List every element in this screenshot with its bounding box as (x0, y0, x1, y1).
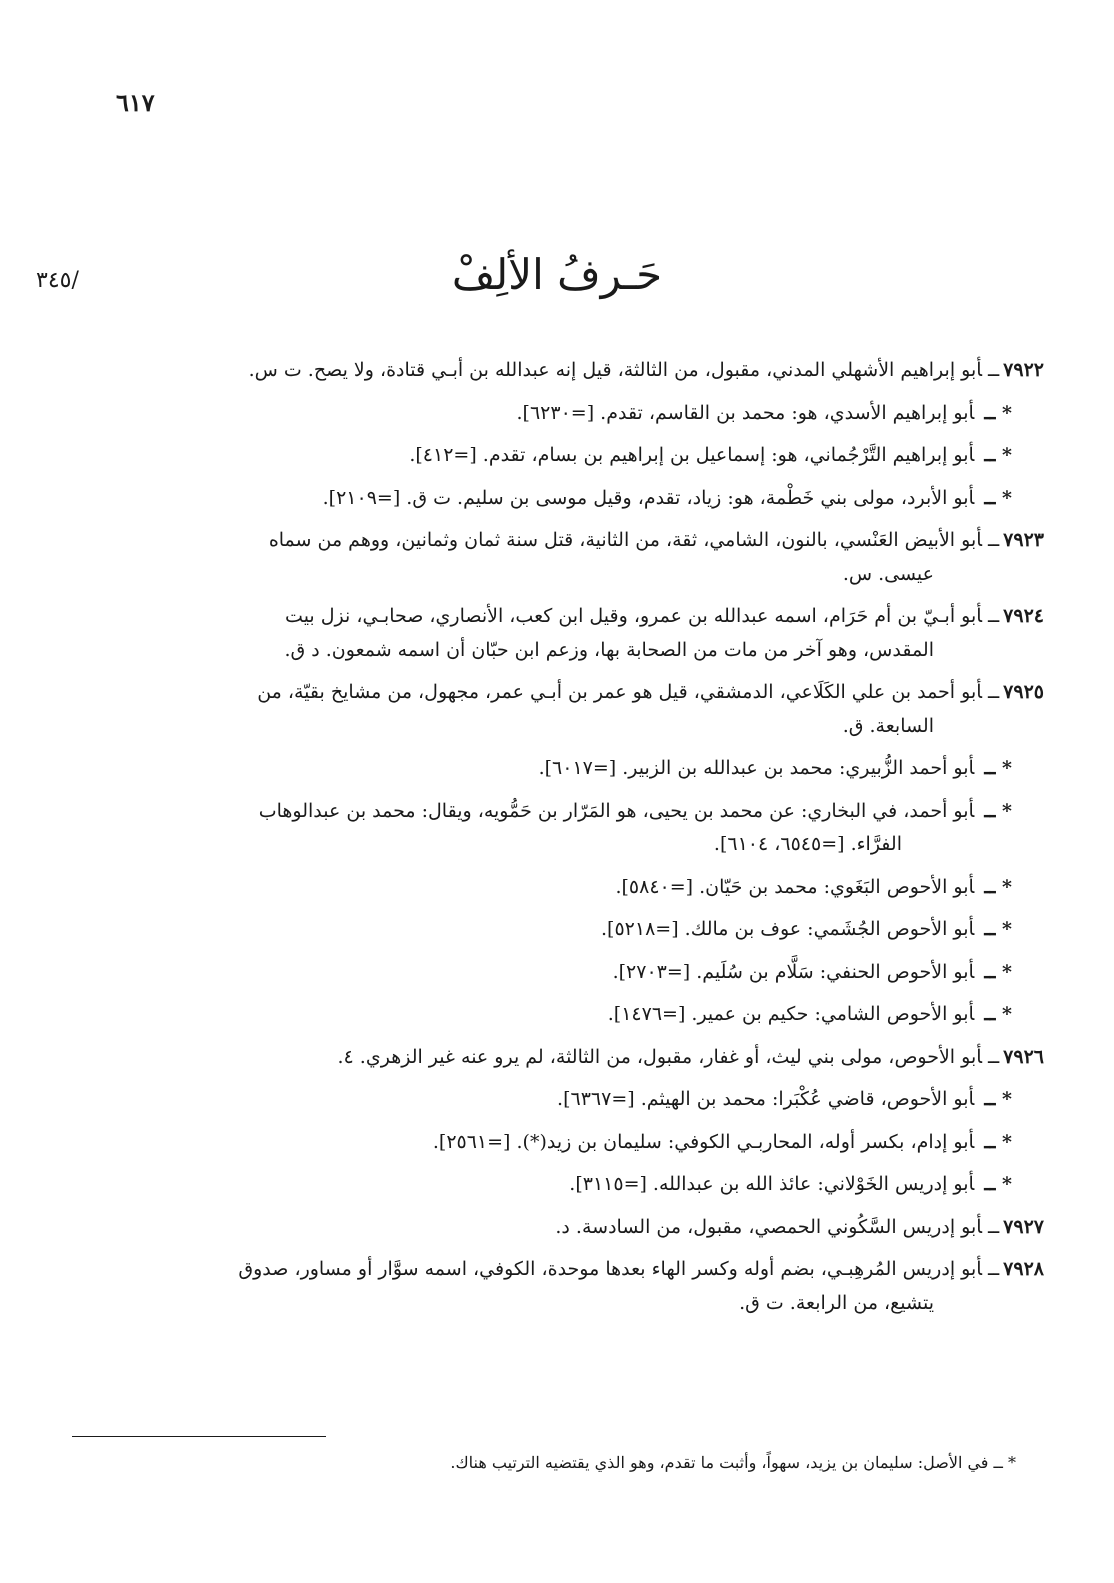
entries-list (104, 354, 1044, 1329)
page-number: ٦١٧ (116, 88, 155, 117)
entry-crossref (104, 1126, 1044, 1160)
entry-crossref (104, 1083, 1044, 1117)
asterisk-icon: * ــ (984, 401, 1012, 424)
asterisk-icon: * ــ (984, 1173, 1012, 1195)
entry-dash: ــ (988, 681, 1000, 703)
asterisk-icon: * ــ (984, 875, 1012, 898)
entry-main (104, 1041, 1044, 1075)
entry-text: أبو أحمد بن علي الكَلَاعي، الدمشقي، قيل هو عمر بن أبـي عمر، مجهول، من مشايخ بقيّة، من (257, 681, 983, 703)
chapter-title: حَـرفُ الألِفْ (451, 250, 663, 299)
entry-dash: ــ (988, 529, 1000, 551)
entry-text: أبو إدريس الخَوْلاني: عائذ الله بن عبدالله. [=٣١١٥]. (569, 1173, 975, 1195)
asterisk-icon: * ــ (984, 1130, 1012, 1153)
entry-number: ٧٩٢٦ (1003, 1045, 1044, 1068)
entry-text: أبو أحمد، في البخاري: عن محمد بن يحيى، هو المَرّار بن حَمُّويه، ويقال: محمد بن عبدالوهاب (258, 799, 975, 822)
entry-crossref (104, 397, 1044, 431)
entry-text: أبو الأحوص الشامي: حكيم بن عمير. [=١٤٧٦]. (607, 1003, 975, 1025)
entry-crossref (104, 871, 1044, 905)
entry-text: أبو أبـيّ بن أم حَرَام، اسمه عبدالله بن عمرو، وقيل ابن كعب، الأنصاري، صحابـي، نزل بيت (285, 605, 983, 627)
asterisk-icon: * ــ (984, 486, 1012, 509)
entry-text: أبو الأحوص الحنفي: سَلَّام بن سُلَيم. [=٢٧٠٣]. (612, 960, 975, 983)
entry-crossref (104, 439, 1044, 473)
entry-continuation: السابعة. ق. (842, 714, 934, 737)
entry-main (104, 524, 1044, 591)
entry-text: أبو إدريس المُرهِبـي، بضم أوله وكسر الهاء بعدها موحدة، الكوفي، اسمه سوَّار أو مساور، صدوق (238, 1258, 983, 1280)
entry-text: أبو إبراهيم التَّرْجُماني، هو: إسماعيل بن إبراهيم بن بسام، تقدم. [=٤١٢]. (409, 444, 975, 466)
entry-main (104, 600, 1044, 667)
entry-text: أبو الأحوص، قاضي عُكْبَرا: محمد بن الهيثم. [=٦٣٦٧]. (557, 1088, 975, 1110)
asterisk-icon: * ــ (984, 799, 1012, 822)
entry-crossref (104, 913, 1044, 947)
entry-crossref (104, 752, 1044, 786)
footnote: * ــ في الأصل: سليمان بن يزيد، سهواً، وأثبت ما تقدم، وهو الذي يقتضيه الترتيب هناك. (450, 1453, 1016, 1472)
entry-main (104, 676, 1044, 743)
entry-number: ٧٩٢٢ (1003, 359, 1044, 381)
entry-number: ٧٩٢٥ (1003, 681, 1044, 703)
entry-number: ٧٩٢٣ (1003, 529, 1044, 551)
entry-crossref (104, 482, 1044, 516)
entry-number: ٧٩٢٤ (1003, 605, 1044, 627)
entry-continuation: عيسى. س. (842, 562, 934, 585)
asterisk-icon: * ــ (984, 1003, 1012, 1025)
entry-continuation: المقدس، وهو آخر من مات من الصحابة بها، وزعم ابن حبّان أن اسمه شمعون. د ق. (284, 638, 934, 661)
asterisk-icon: * ــ (984, 757, 1012, 779)
entry-crossref (104, 1168, 1044, 1202)
entry-text: أبو أحمد الزُّبيري: محمد بن عبدالله بن الزبير. [=٦٠١٧]. (538, 757, 975, 779)
entry-dash: ــ (988, 1258, 1000, 1280)
entry-crossref (104, 956, 1044, 990)
entry-number: ٧٩٢٨ (1003, 1258, 1044, 1280)
entry-dash: ــ (988, 605, 1000, 627)
entry-dash: ــ (988, 1045, 1000, 1068)
asterisk-icon: * ــ (984, 444, 1012, 466)
entry-text: أبو إبراهيم الأسدي، هو: محمد بن القاسم، تقدم. [=٦٢٣٠]. (516, 401, 975, 424)
entry-text: أبو الأبيض العَنْسي، بالنون، الشامي، ثقة، من الثانية، قتل سنة ثمان وثمانين، ووهم من سماه (268, 529, 983, 551)
entry-dash: ــ (988, 359, 1000, 381)
entry-main (104, 1253, 1044, 1320)
entry-text: أبو الأبرد، مولى بني خَطْمة، هو: زياد، تقدم، وقيل موسى بن سليم. ت ق. [=٢١٠٩]. (322, 486, 975, 509)
asterisk-icon: * ــ (984, 1088, 1012, 1110)
entry-continuation: يتشيع، من الرابعة. ت ق. (739, 1291, 934, 1314)
asterisk-icon: * ــ (984, 960, 1012, 983)
entry-text: أبو الأحوص البَغَوي: محمد بن حَيّان. [=٥٨٤٠]. (615, 875, 975, 898)
entry-text: أبو إدريس السَّكُوني الحمصي، مقبول، من السادسة. د. (555, 1215, 983, 1238)
entry-text: أبو إبراهيم الأشهلي المدني، مقبول، من الثالثة، قيل إنه عبدالله بن أبـي قتادة، ولا يصح. ت س. (248, 359, 983, 381)
entry-number: ٧٩٢٧ (1003, 1215, 1044, 1238)
entry-crossref (104, 795, 1044, 862)
volume-marker: /٣٤٥ (36, 268, 79, 293)
footnote-rule (72, 1436, 326, 1437)
asterisk-icon: * ــ (984, 918, 1012, 940)
entry-main (104, 354, 1044, 388)
entry-text: أبو الأحوص، مولى بني ليث، أو غفار، مقبول، من الثالثة، لم يرو عنه غير الزهري. ٤. (337, 1045, 983, 1068)
entry-text: أبو الأحوص الجُشَمي: عوف بن مالك. [=٥٢١٨]. (601, 918, 975, 940)
entry-main (104, 1211, 1044, 1245)
entry-dash: ــ (988, 1215, 1000, 1238)
entry-continuation: الفرَّاء. [=٦٥٤٥، ٦١٠٤]. (713, 833, 902, 855)
entry-text: أبو إدام، بكسر أوله، المحاربـي الكوفي: سليمان بن زيد(*). [=٢٥٦١]. (432, 1130, 975, 1153)
entry-crossref (104, 998, 1044, 1032)
